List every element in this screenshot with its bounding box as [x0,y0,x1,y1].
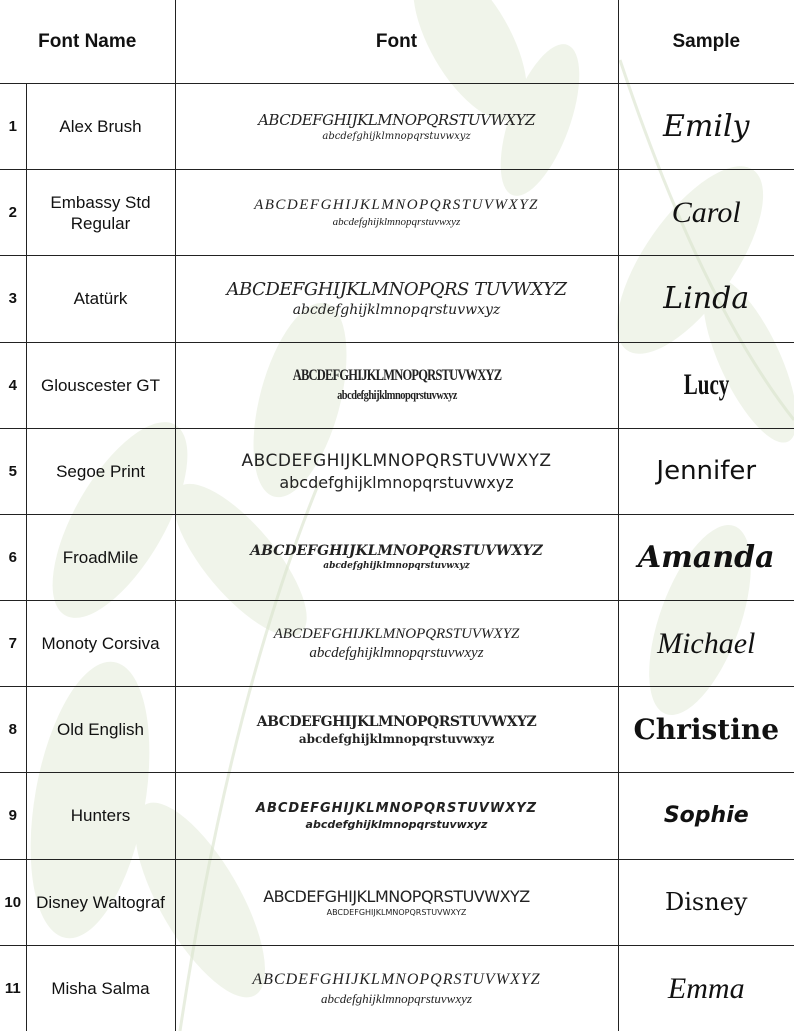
sample-cell [618,601,794,687]
sample-name: Emma [667,971,745,1005]
row-number-text: 3 [8,290,17,308]
sample-cell [618,514,794,600]
row-number-text: 8 [8,721,17,739]
table-row [0,773,794,859]
font-name: Embassy Std Regular [26,170,175,256]
uppercase-alphabet: ABCDEFGHIJKLMNOPQRSTUVWXYZ [250,543,543,560]
table-header-row [0,0,794,84]
row-number [0,170,26,256]
uppercase-alphabet: ABCDEFGHIJKLMNOPQRSTUVWXYZ [273,625,520,642]
sample-cell [618,342,794,428]
table-row [0,687,794,773]
lowercase-alphabet: abcdefghijklmnopqrstuvwxyz [321,990,472,1006]
font-name: Disney Waltograf [26,859,175,945]
font-name: Hunters [26,773,175,859]
font-name: Monoty Corsiva [26,601,175,687]
row-number-text: 5 [8,462,17,480]
lowercase-alphabet: abcdefghijklmnopqrstuvwxyz [322,131,471,143]
sample-name: Michael [657,626,756,660]
uppercase-alphabet: ABCDEFGHIJKLMNOPQRSTUVWXYZ [256,713,537,730]
table-row [0,256,794,342]
lowercase-alphabet: abcdefghijklmnopqrstuvwxyz [332,216,461,229]
lowercase-alphabet: abcdefghijklmnopqrstuvwxyz [336,387,457,403]
table-row [0,170,794,256]
row-number [0,601,26,687]
row-number [0,945,26,1031]
lowercase-alphabet: abcdefghijklmnopqrstuvwxyz [323,561,470,572]
row-number-text: 1 [8,118,17,135]
row-number [0,514,26,600]
font-name: Glouscester GT [26,342,175,428]
sample-cell [618,256,794,342]
row-number-text: 4 [8,376,17,394]
uppercase-alphabet: ABCDEFGHIJKLMNOPQRSTUVWXYZ [241,450,552,471]
font-name: Atatürk [26,256,175,342]
sample-name: Christine [633,713,780,747]
font-name: Alex Brush [26,84,175,170]
row-number [0,859,26,945]
sample-name: Carol [671,195,741,229]
sample-name: Disney [665,888,748,917]
row-number-text: 11 [4,979,21,997]
uppercase-alphabet: ABCDEFGHIJKLMNOPQRSTUVWXYZ [258,111,535,130]
sample-cell [618,170,794,256]
font-preview [175,601,618,687]
row-number [0,256,26,342]
lowercase-alphabet: abcdefghijklmnopqrstuvwxyz [279,472,514,492]
uppercase-alphabet: ABCDEFGHIJKLMNOPQRS TUVWXYZ [226,279,567,301]
table-row [0,428,794,514]
font-preview [175,773,618,859]
uppercase-alphabet: ABCDEFGHIJKLMNOPQRSTUVWXYZ [255,800,538,816]
sample-name: Sophie [663,803,749,829]
lowercase-alphabet: abcdefghijklmnopqrstuvwxyz [292,302,501,319]
header-font: Font [175,0,618,84]
lowercase-alphabet: abcdefghijklmnopqrstuvwxyz [298,731,495,746]
font-preview [175,84,618,170]
header-sample: Sample [618,0,794,84]
font-name: Old English [26,687,175,773]
row-number-text: 6 [8,548,17,566]
font-name: Misha Salma [26,945,175,1031]
uppercase-alphabet: ABCDEFGHIJKLMNOPQRSTUVWXYZ [252,970,541,988]
uppercase-alphabet: ABCDEFGHIJKLMNOPQRSTUVWXYZ [254,197,539,214]
uppercase-alphabet: ABCDEFGHIJKLMNOPQRSTUVWXYZ [292,367,501,385]
table-row [0,514,794,600]
sample-cell [618,773,794,859]
table-row [0,84,794,170]
sample-cell [618,687,794,773]
font-preview [175,859,618,945]
lowercase-alphabet: abcdefghijklmnopqrstuvwxyz [309,644,484,661]
row-number [0,84,26,170]
table-row [0,859,794,945]
lowercase-alphabet: ABCDEFGHIJKLMNOPQRSTUVWXYZ [326,908,467,918]
sample-cell [618,428,794,514]
table-row [0,342,794,428]
font-preview [175,514,618,600]
sample-name: Jennifer [656,456,757,487]
row-number [0,428,26,514]
sample-cell [618,859,794,945]
font-preview [175,342,618,428]
sample-cell [618,945,794,1031]
table-row [0,945,794,1031]
uppercase-alphabet: ABCDEFGHIJKLMNOPQRSTUVWXYZ [263,887,530,907]
font-preview [175,170,618,256]
sample-name: Linda [663,281,750,317]
sample-cell [618,84,794,170]
font-name: FroadMile [26,514,175,600]
header-font-name: Font Name [0,0,175,84]
row-number-text: 7 [8,635,17,653]
table-row [0,601,794,687]
row-number-text: 2 [8,204,17,222]
lowercase-alphabet: abcdefghijklmnopqrstuvwxyz [305,817,488,831]
row-number-text: 9 [8,807,17,825]
font-preview [175,256,618,342]
sample-name: Emily [663,109,750,145]
font-preview [175,687,618,773]
font-name: Segoe Print [26,428,175,514]
sample-name: Amanda [637,539,775,575]
row-number [0,687,26,773]
font-preview [175,945,618,1031]
sample-name: Lucy [683,368,729,402]
row-number [0,342,26,428]
row-number [0,773,26,859]
font-preview [175,428,618,514]
row-number-text: 10 [4,893,22,911]
